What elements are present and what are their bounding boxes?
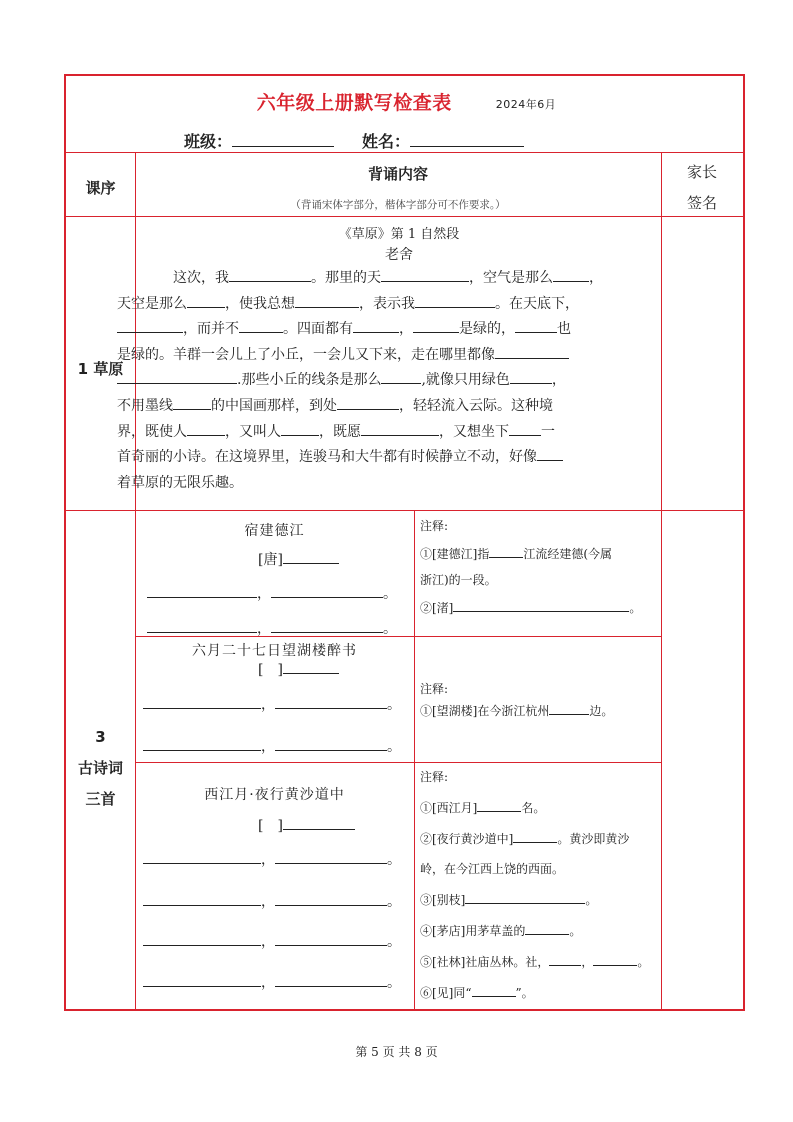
blank[interactable] bbox=[415, 295, 495, 308]
blank[interactable] bbox=[472, 985, 516, 997]
poem-3-line-2: ， 。 bbox=[143, 891, 401, 911]
blank[interactable] bbox=[271, 585, 383, 598]
note-1: ①[西江月] 名。 bbox=[420, 801, 546, 815]
grid-line bbox=[135, 152, 136, 1009]
notes-title: 注释: bbox=[420, 682, 449, 696]
blank[interactable] bbox=[509, 423, 541, 436]
blank[interactable] bbox=[275, 738, 387, 751]
note-3: ③[别枝] 。 bbox=[420, 893, 598, 907]
blank[interactable] bbox=[117, 320, 183, 333]
name-field[interactable] bbox=[410, 132, 524, 147]
grid-line bbox=[414, 510, 415, 1009]
class-name-row bbox=[184, 129, 524, 152]
blank[interactable] bbox=[353, 320, 399, 333]
blank[interactable] bbox=[147, 620, 257, 633]
blank[interactable] bbox=[229, 269, 311, 282]
poem-2-notes bbox=[420, 681, 658, 719]
notes-title: 注释: bbox=[420, 519, 449, 533]
author-blank[interactable] bbox=[283, 817, 355, 830]
blank[interactable] bbox=[275, 696, 387, 709]
note-2-cont: 岭，在今江西上饶的西面。 bbox=[420, 862, 565, 876]
blank[interactable] bbox=[549, 703, 589, 715]
blank[interactable] bbox=[147, 585, 257, 598]
lesson-3-label bbox=[66, 722, 135, 815]
blank[interactable] bbox=[453, 600, 629, 612]
grid-line bbox=[135, 762, 661, 763]
note-4: ④[茅店]用茅草盖的 。 bbox=[420, 924, 582, 938]
content-column-header: 背诵内容 bbox=[367, 165, 428, 183]
passage-author: 老舍 bbox=[385, 247, 413, 263]
grid-line bbox=[66, 216, 743, 217]
blank[interactable] bbox=[553, 269, 589, 282]
passage-source: 《草原》第 1 自然段 bbox=[338, 227, 460, 242]
title-text: 六年级上册默写检查表 bbox=[256, 92, 452, 114]
page-footer: 第 5 页 共 8 页 bbox=[355, 1045, 438, 1059]
note-1: ①[建德江]指 江流经建德(今属 bbox=[420, 547, 613, 561]
poem-2-line-1: ， 。 bbox=[143, 694, 401, 714]
poem-3-line-1: ， 。 bbox=[143, 849, 401, 869]
poem-3-title: 西江月·夜行黄沙道中 bbox=[204, 787, 345, 803]
sign-column-header-1: 家长 bbox=[686, 163, 717, 181]
name-label: 姓名： bbox=[362, 132, 411, 151]
note-6: ⑥[见]同“ ”。 bbox=[420, 986, 534, 1000]
blank[interactable] bbox=[515, 320, 557, 333]
grid-line bbox=[66, 152, 743, 153]
blank[interactable] bbox=[143, 851, 261, 864]
blank[interactable] bbox=[275, 974, 387, 987]
passage-text: 这次，我 。那里的天 ，空气是那么 ， 天空是那么 ，使我总想 ，表示我 。在天底下， ，而并不 。四面都有 ， 是绿的， 也 是绿的。羊群一会儿上了小丘，一会儿又下来，走在哪里都像 .那些小丘的线条是那么 ,就像只用绿色 ， 不用墨线 的中国画那样，到处 ，轻轻流入云际。这种境 界，既使人 ，又叫人 ，既愿 ，又想坐下 一 首奇丽的小诗。在这境界里，连骏马和大牛都有时候静立不动，好像 着草原的无限乐趣。 bbox=[117, 270, 603, 491]
author-blank[interactable] bbox=[283, 551, 339, 564]
poem-2-author: [ ] bbox=[258, 659, 339, 679]
blank[interactable] bbox=[281, 423, 319, 436]
content-note: （背诵宋体字部分，楷体字部分可不作要求。） bbox=[290, 199, 506, 211]
blank[interactable] bbox=[495, 346, 569, 359]
lesson-column-header: 课序 bbox=[85, 179, 116, 197]
poem-3-notes bbox=[420, 769, 658, 1001]
date-text: 2024年6月 bbox=[495, 97, 557, 111]
poem-1-line-1: ， 。 bbox=[147, 583, 397, 603]
blank[interactable] bbox=[239, 320, 283, 333]
blank[interactable] bbox=[275, 893, 387, 906]
note-2: ②[渚] 。 bbox=[420, 601, 642, 615]
lesson-1-label: 1 草原 bbox=[77, 360, 124, 378]
note-2: ②[夜行黄沙道中] 。黄沙即黄沙 bbox=[420, 832, 630, 846]
blank[interactable] bbox=[381, 269, 469, 282]
blank[interactable] bbox=[143, 974, 261, 987]
class-field[interactable] bbox=[232, 132, 334, 147]
blank[interactable] bbox=[593, 954, 637, 966]
blank[interactable] bbox=[187, 295, 225, 308]
blank[interactable] bbox=[143, 696, 261, 709]
lesson-1-passage bbox=[117, 220, 653, 496]
lesson-3-label-line2: 三首 bbox=[85, 790, 116, 808]
lesson-3-number: 3 bbox=[95, 728, 106, 746]
blank[interactable] bbox=[513, 831, 557, 843]
blank[interactable] bbox=[271, 620, 383, 633]
poem-2-line-2: ， 。 bbox=[143, 736, 401, 756]
blank[interactable] bbox=[295, 295, 359, 308]
poem-1-notes bbox=[420, 518, 658, 616]
page-title bbox=[66, 88, 747, 115]
blank[interactable] bbox=[361, 423, 439, 436]
poem-1-line-2: ， 。 bbox=[147, 618, 397, 638]
blank[interactable] bbox=[413, 320, 459, 333]
lesson-3-label-line1: 古诗词 bbox=[77, 759, 123, 777]
blank[interactable] bbox=[143, 893, 261, 906]
notes-title: 注释: bbox=[420, 770, 449, 784]
note-1-cont: 浙江)的一段。 bbox=[420, 573, 497, 587]
poem-2-title: 六月二十七日望湖楼醉书 bbox=[192, 643, 357, 659]
blank[interactable] bbox=[465, 892, 585, 904]
blank[interactable] bbox=[510, 371, 552, 384]
poem-3-line-4: ， 。 bbox=[143, 972, 401, 992]
class-label: 班级： bbox=[184, 132, 233, 151]
blank[interactable] bbox=[489, 546, 523, 558]
blank[interactable] bbox=[525, 923, 569, 935]
blank[interactable] bbox=[187, 423, 225, 436]
blank[interactable] bbox=[117, 371, 237, 384]
poem-3-author: [ ] bbox=[258, 815, 355, 835]
blank[interactable] bbox=[173, 397, 211, 410]
poem-1-author: [唐] bbox=[258, 549, 339, 569]
blank[interactable] bbox=[275, 933, 387, 946]
poem-3-line-3: ， 。 bbox=[143, 931, 401, 951]
grid-line bbox=[661, 152, 662, 1009]
author-blank[interactable] bbox=[283, 661, 339, 674]
blank[interactable] bbox=[143, 738, 261, 751]
poem-1-title: 宿建德江 bbox=[244, 523, 305, 539]
blank[interactable] bbox=[381, 371, 421, 384]
blank[interactable] bbox=[275, 851, 387, 864]
note-1: ①[望湖楼]在今浙江杭州 边。 bbox=[420, 704, 614, 718]
blank[interactable] bbox=[477, 800, 521, 812]
blank[interactable] bbox=[337, 397, 399, 410]
sign-column-header-2: 签名 bbox=[686, 194, 717, 212]
note-5: ⑤[社林]社庙丛林。社， ， 。 bbox=[420, 955, 650, 969]
blank[interactable] bbox=[549, 954, 581, 966]
blank[interactable] bbox=[143, 933, 261, 946]
grid-line bbox=[66, 510, 743, 511]
blank[interactable] bbox=[537, 448, 563, 461]
